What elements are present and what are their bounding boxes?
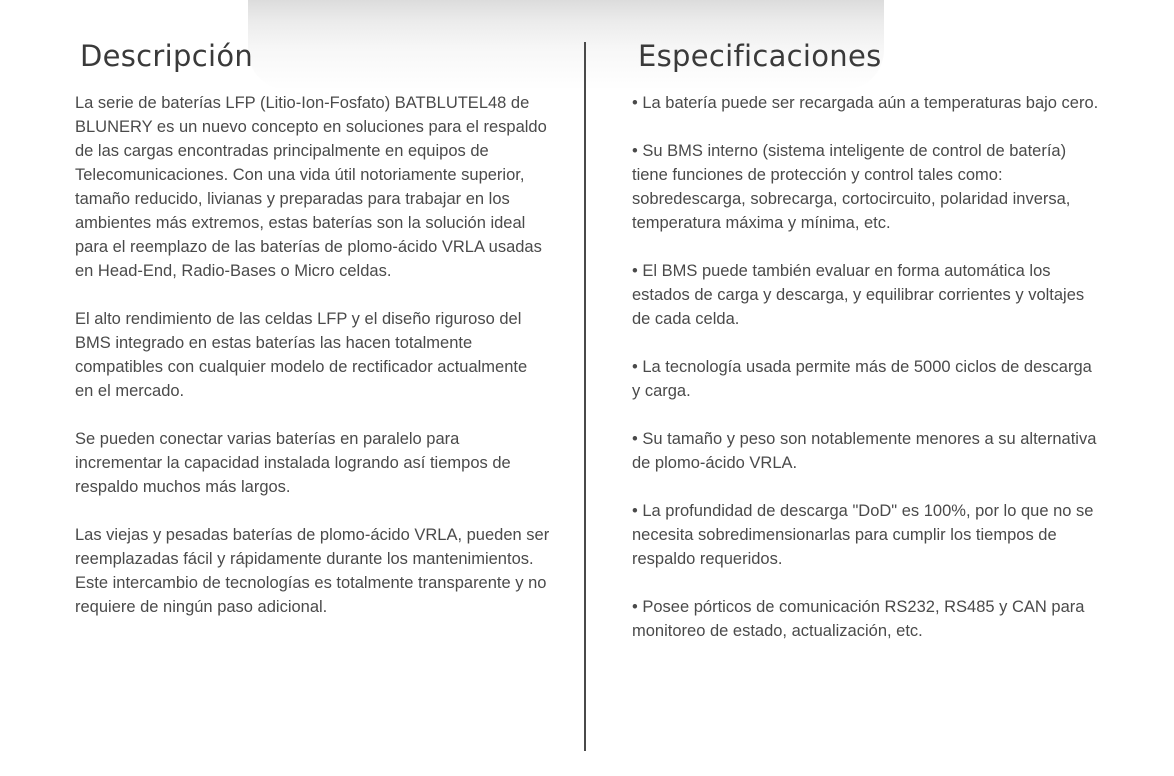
column-divider [584, 42, 586, 751]
specification-item: • La batería puede ser recargada aún a temperaturas bajo cero. [632, 94, 1099, 112]
specification-item: • El BMS puede también evaluar en forma automática los estados de carga y descarga, y equilibrar corrientes y voltajes de cada celda. [632, 262, 1085, 328]
description-paragraph: Las viejas y pesadas baterías de plomo-ácido VRLA, pueden ser reemplazadas fácil y rápidamente durante los mantenimientos. Este intercambio de tecnologías es totalmente transparente y no requiere de ningún paso adicional. [75, 526, 550, 616]
description-paragraph: La serie de baterías LFP (Litio-Ion-Fosfato) BATBLUTEL48 de BLUNERY es un nuevo concepto en soluciones para el respaldo de las cargas encontradas principalmente en equipos de Telecomunicaciones. Con una vida útil notoriamente superior, tamaño reducido, livianas y preparadas para trabajar en los ambientes más extremos, estas baterías son la solución ideal para el reemplazo de las baterías de plomo-ácido VRLA usadas en Head-End, Radio-Bases o Micro celdas. [75, 94, 547, 280]
specification-item: • La tecnología usada permite más de 5000 ciclos de descarga y carga. [632, 358, 1092, 400]
specifications-heading: Especificaciones [638, 39, 882, 73]
description-paragraph: El alto rendimiento de las celdas LFP y el diseño riguroso del BMS integrado en estas baterías las hacen totalmente compatibles con cualquier modelo de rectificador actualmente en el mercado. [75, 310, 528, 400]
specification-item: • Posee pórticos de comunicación RS232, RS485 y CAN para monitoreo de estado, actualización, etc. [632, 598, 1085, 640]
specification-item: • Su BMS interno (sistema inteligente de control de batería) tiene funciones de protección y control tales como: sobredescarga, sobrecarga, cortocircuito, polaridad inversa, temperatura máxima y mínima, etc. [632, 142, 1071, 232]
specification-item: • La profundidad de descarga "DoD" es 100%, por lo que no se necesita sobredimensionarlas para cumplir los tiempos de respaldo requeridos. [632, 502, 1094, 568]
specification-item: • Su tamaño y peso son notablemente menores a su alternativa de plomo-ácido VRLA. [632, 430, 1097, 472]
description-heading: Descripción [80, 39, 254, 73]
specifications-section [632, 36, 1102, 643]
description-paragraph: Se pueden conectar varias baterías en paralelo para incrementar la capacidad instalada logrando así tiempos de respaldo muchos más largos. [75, 430, 511, 496]
description-section [75, 36, 550, 619]
